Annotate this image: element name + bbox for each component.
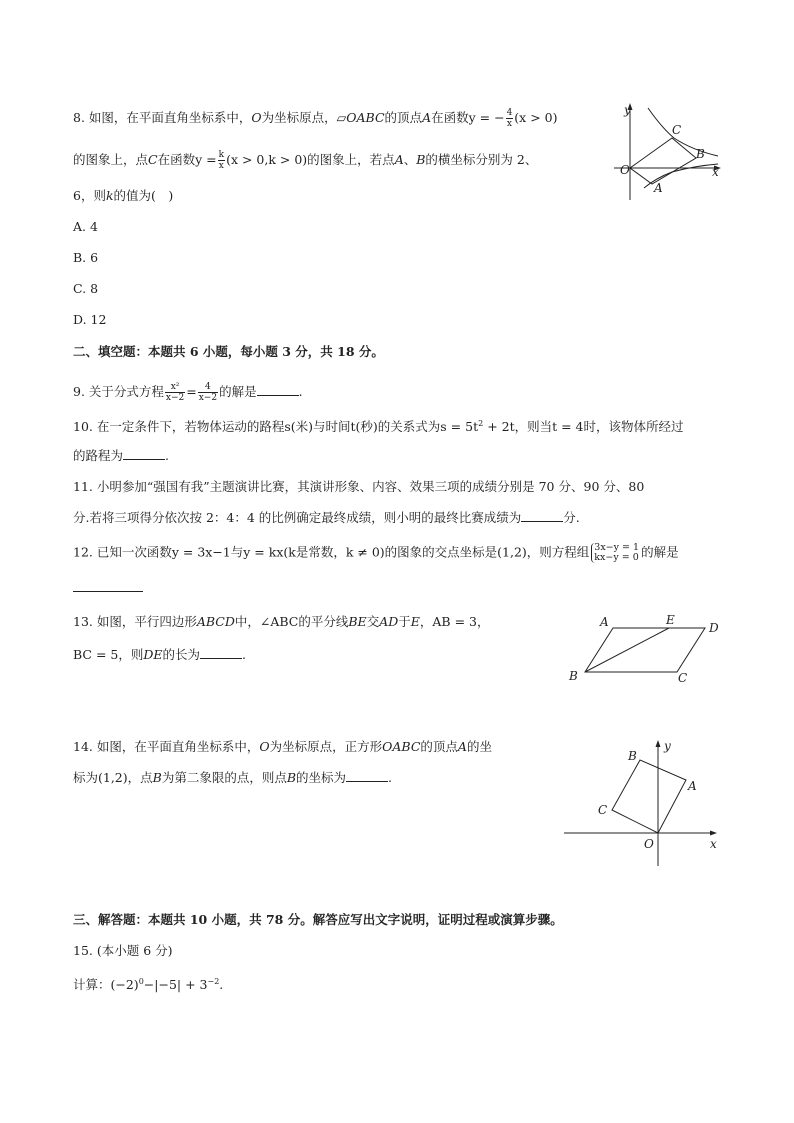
q14-line1: 14. 如图，在平面直角坐标系中，O为坐标原点，正方形OABC的顶点A的坐 bbox=[73, 739, 492, 754]
q11-line2: 分.若将三项得分依次按 2：4：4 的比例确定最终成绩，则小明的最终比赛成绩为 分. bbox=[73, 510, 580, 525]
equation-system: 3x−y = 1 kx−y = 0 bbox=[591, 543, 639, 563]
fig-label-e: E bbox=[666, 613, 675, 627]
fig-label-d: D bbox=[709, 621, 719, 635]
answer-blank[interactable] bbox=[200, 645, 242, 659]
q12-line2 bbox=[73, 578, 143, 597]
fraction-4-over-xm2: $\frac{4}{x-2}$ bbox=[198, 382, 218, 403]
q9-line: 9. 关于分式方程 $\frac{\text{x²}}{x-2}$ = $\frac{4}{x-2}$ 的解是 . bbox=[73, 382, 303, 403]
q10-line2: 的路程为 . bbox=[73, 448, 169, 463]
q8-line3: 6，则k的值为( ) bbox=[73, 188, 174, 203]
answer-blank[interactable] bbox=[73, 578, 143, 592]
fig-label-a: A bbox=[654, 181, 663, 195]
q8-option-d: D. 12 bbox=[73, 312, 107, 327]
q15-title: 15. (本小题 6 分) bbox=[73, 943, 173, 958]
q13-line1: 13. 如图，平行四边形ABCD中，∠ABC的平分线BE交AD于E，AB = 3， bbox=[73, 614, 490, 629]
q8-line1: 8. 如图，在平面直角坐标系中，O为坐标原点，▱OABC的顶点A在函数y = − $\frac{4}{x}$ (x > 0) bbox=[73, 108, 558, 129]
fig-label-a: A bbox=[600, 615, 609, 629]
fig-label-y: y bbox=[664, 739, 671, 753]
answer-blank[interactable] bbox=[257, 382, 299, 396]
q14-figure bbox=[560, 730, 730, 870]
q8-option-a: A. 4 bbox=[73, 219, 98, 234]
q8-option-c: C. 8 bbox=[73, 281, 99, 296]
q13-line2: BC = 5，则DE的长为 . bbox=[73, 647, 247, 662]
section2-heading: 二、填空题：本题共 6 小题，每小题 3 分，共 18 分。 bbox=[73, 344, 384, 359]
fraction-k-over-x: $\frac{k}{x}$ bbox=[218, 150, 225, 171]
fig-label-o: O bbox=[620, 163, 630, 177]
fig-label-b: B bbox=[696, 147, 705, 161]
y-axis-arrow bbox=[656, 740, 661, 747]
fig-label-o: O bbox=[644, 837, 654, 851]
fig-label-c: C bbox=[678, 671, 688, 685]
curve-k-over-x bbox=[648, 108, 718, 156]
parallelogram-abcd bbox=[585, 628, 705, 672]
fig-label-a: A bbox=[688, 779, 697, 793]
fig-label-c: C bbox=[672, 123, 682, 137]
q12-line1: 12. 已知一次函数y = 3x−1与y = kx(k是常数，k ≠ 0)的图象的交点坐标是(1,2)，则方程组 3x−y = 1 kx−y = 0 的解是 bbox=[73, 542, 679, 563]
fig-label-y: y bbox=[624, 103, 631, 117]
fig-label-c: C bbox=[598, 803, 608, 817]
fig-label-b: B bbox=[628, 749, 637, 763]
section3-heading: 三、解答题：本题共 10 小题，共 78 分。解答应写出文字说明，证明过程或演算步骤。 bbox=[73, 912, 563, 927]
square-oabc bbox=[612, 760, 686, 833]
fraction-neg4-over-x: $\frac{4}{x}$ bbox=[506, 108, 513, 129]
answer-blank[interactable] bbox=[123, 446, 165, 460]
x-axis-arrow bbox=[710, 831, 717, 836]
q8-option-b: B. 6 bbox=[73, 250, 99, 265]
answer-blank[interactable] bbox=[346, 768, 388, 782]
q15-line: 计算：$(-2)^0-|-5| + 3^{-2}$. bbox=[73, 977, 224, 993]
answer-blank[interactable] bbox=[521, 508, 563, 522]
q8-line2: 的图象上，点C在函数y = $\frac{k}{x}$ (x > 0,k > 0)的图象上，若点A、B的横坐标分别为 2、 bbox=[73, 150, 538, 171]
fig-label-b: B bbox=[569, 669, 578, 683]
q8-figure bbox=[600, 100, 730, 205]
q10-line1: 10. 在一定条件下，若物体运动的路程s(米)与时间t(秒)的关系式为$s = 5t^2 + 2t$，则当t = 4时，该物体所经过 bbox=[73, 419, 684, 435]
q14-line2: 标为(1,2)，点B为第二象限的点，则点B的坐标为 . bbox=[73, 770, 393, 785]
fraction-x2-over-xm2: $\frac{\text{x²}}{x-2}$ bbox=[165, 382, 185, 403]
segment-be bbox=[585, 628, 669, 672]
fig-label-x: x bbox=[710, 837, 717, 851]
q13-figure bbox=[565, 610, 730, 690]
fig-label-x: x bbox=[712, 165, 719, 179]
q11-line1: 11. 小明参加“强国有我”主题演讲比赛，其演讲形象、内容、效果三项的成绩分别是 70 分、90 分、80 bbox=[73, 479, 645, 494]
